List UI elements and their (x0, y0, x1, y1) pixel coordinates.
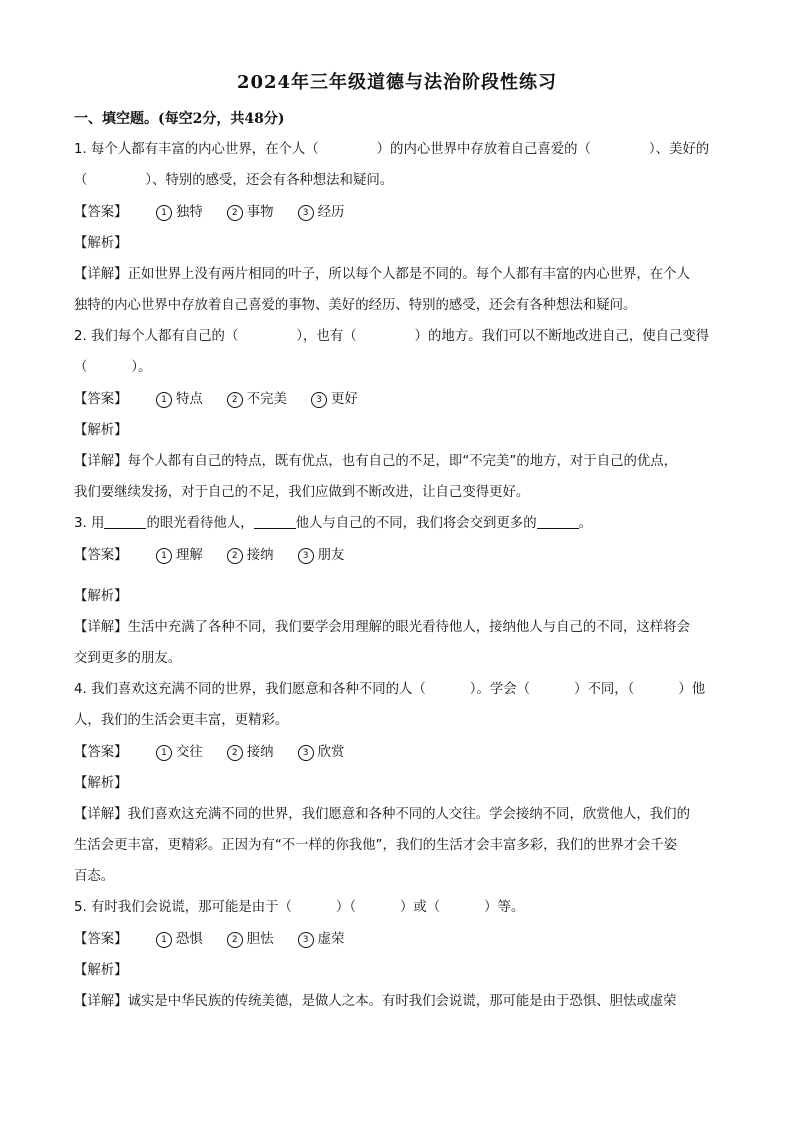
circled-two-icon: 2 (227, 745, 243, 761)
analysis-5-label: 【解析】 (74, 963, 128, 978)
analysis-2-label: 【解析】 (74, 423, 128, 438)
circled-three-icon: 3 (298, 548, 314, 564)
detail-3-line-1: 【详解】生活中充满了各种不同，我们要学会用理解的眼光看待他人，接纳他人与自己的不同，这样将会 (74, 620, 690, 635)
analysis-3-label: 【解析】 (74, 589, 128, 604)
circled-two-icon: 2 (227, 548, 243, 564)
answer-2: 【答案】 1 特点 2 不完美 3 更好 (74, 392, 358, 407)
question-1-line-1: 1. 每个人都有丰富的内心世界，在个人（ ）的内心世界中存放着自己喜爱的（ ）、美好的 (74, 142, 710, 157)
page-title: 2024年三年级道德与法治阶段性练习 (236, 72, 558, 93)
circled-one-icon: 1 (156, 745, 172, 761)
circled-one-icon: 1 (156, 548, 172, 564)
detail-3-line-2: 交到更多的朋友。 (74, 651, 182, 666)
circled-three-icon: 3 (298, 932, 314, 948)
answer-4: 【答案】 1 交往 2 接纳 3 欣赏 (74, 745, 345, 760)
answer-5: 【答案】 1 恐惧 2 胆怯 3 虚荣 (74, 932, 345, 947)
section-heading: 一、填空题。(每空2分，共48分) (74, 111, 285, 127)
circled-one-icon: 1 (156, 932, 172, 948)
detail-4-line-3: 百态。 (74, 869, 115, 884)
circled-two-icon: 2 (227, 205, 243, 221)
answer-3: 【答案】 1 理解 2 接纳 3 朋友 (74, 548, 345, 563)
analysis-1-label: 【解析】 (74, 236, 128, 251)
detail-5-line-1: 【详解】诚实是中华民族的传统美德，是做人之本。有时我们会说谎，那可能是由于恐惧、胆怯或虚荣 (74, 994, 677, 1009)
circled-three-icon: 3 (298, 205, 314, 221)
question-4-line-1: 4. 我们喜欢这充满不同的世界，我们愿意和各种不同的人（ ）。学会（ ）不同，（ ）他 (74, 682, 706, 697)
question-2-line-2: （ ）。 (74, 360, 152, 375)
detail-2-line-1: 【详解】每个人都有自己的特点，既有优点，也有自己的不足，即“不完美”的地方，对于自己的优点， (74, 454, 678, 469)
question-2-line-1: 2. 我们每个人都有自己的（ ），也有（ ）的地方。我们可以不断地改进自己，使自己变得 (74, 329, 710, 344)
circled-two-icon: 2 (227, 392, 243, 408)
circled-one-icon: 1 (156, 205, 172, 221)
detail-2-line-2: 我们要继续发扬，对于自己的不足，我们应做到不断改进，让自己变得更好。 (74, 485, 530, 500)
analysis-4-label: 【解析】 (74, 776, 128, 791)
detail-4-line-2: 生活会更丰富，更精彩。正因为有“不一样的你我他”，我们的生活才会丰富多彩，我们的世界才会千姿 (74, 838, 678, 853)
question-3-line-1: 3. 用 的眼光看待他人， 他人与自己的不同，我们将会交到更多的 。 (74, 516, 592, 531)
answer-1: 【答案】 1 独特 2 事物 3 经历 (74, 205, 345, 220)
detail-4-line-1: 【详解】我们喜欢这充满不同的世界，我们愿意和各种不同的人交往。学会接纳不同，欣赏他人，我们的 (74, 807, 690, 822)
circled-two-icon: 2 (227, 932, 243, 948)
circled-one-icon: 1 (156, 392, 172, 408)
detail-1-line-2: 独特的内心世界中存放着自己喜爱的事物、美好的经历、特别的感受，还会有各种想法和疑问。 (74, 298, 637, 313)
circled-three-icon: 3 (298, 745, 314, 761)
circled-three-icon: 3 (311, 392, 327, 408)
question-5-line-1: 5. 有时我们会说谎，那可能是由于（ ）（ ）或（ ）等。 (74, 900, 525, 915)
question-1-line-2: （ ）、特别的感受，还会有各种想法和疑问。 (74, 173, 394, 188)
detail-1-line-1: 【详解】正如世界上没有两片相同的叶子，所以每个人都是不同的。每个人都有丰富的内心世界，在个人 (74, 267, 690, 282)
question-4-line-2: 人，我们的生活会更丰富，更精彩。 (74, 713, 289, 728)
